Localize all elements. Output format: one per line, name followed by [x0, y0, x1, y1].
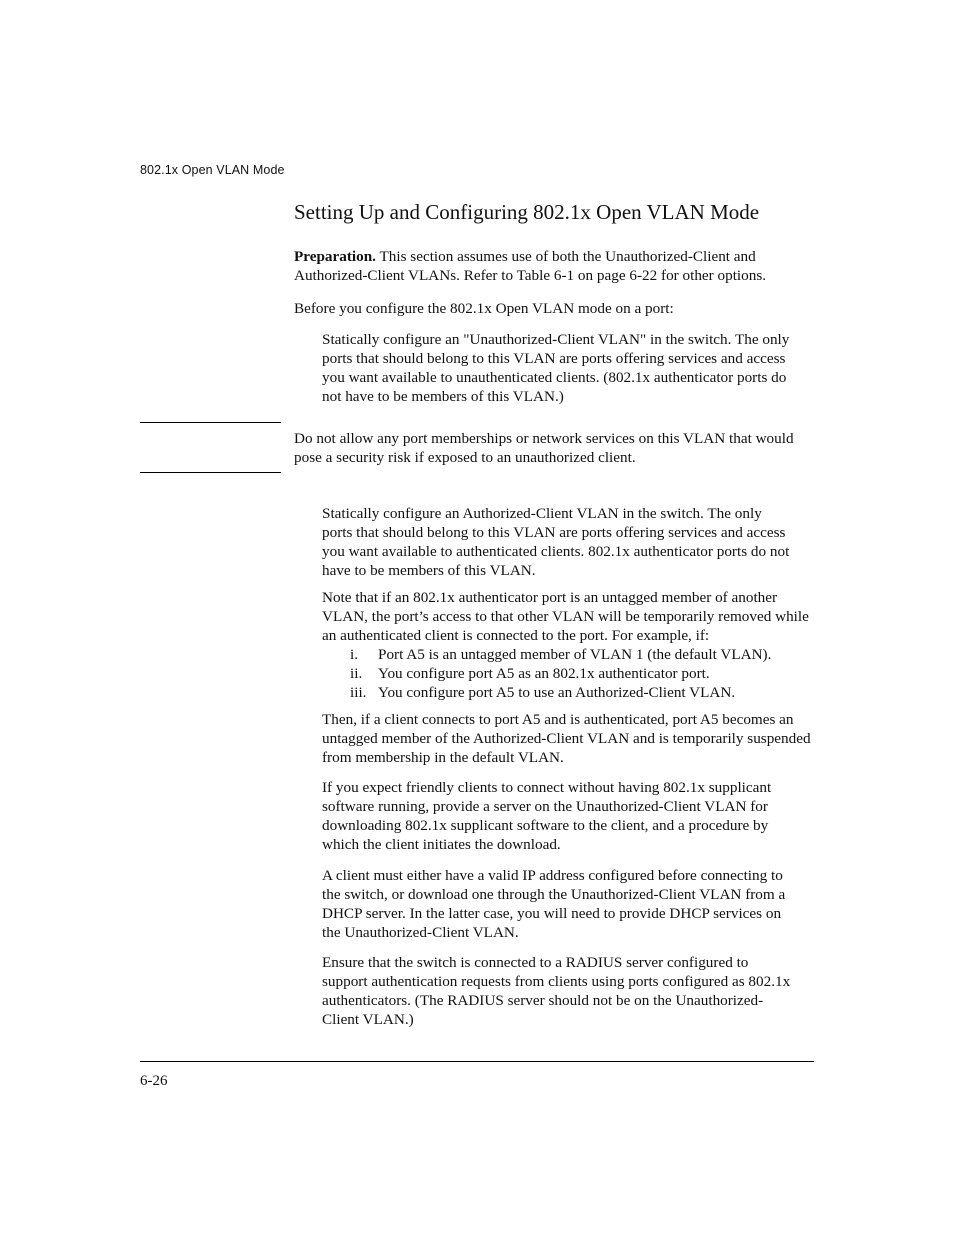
list-item [322, 664, 817, 683]
then-paragraph: Then, if a client connects to port A5 and is authenticated, port A5 becomes an untagged member of the Authorized-Client VLAN and is temporarily suspended from membership in the default VLAN. [322, 711, 811, 766]
section-title: Setting Up and Configuring 802.1x Open VLAN Mode [294, 200, 760, 224]
list-item [322, 683, 817, 702]
page-number: 6-26 [140, 1073, 168, 1089]
list-item-number: i. [350, 646, 359, 663]
list-item-number: iii. [350, 684, 367, 701]
note-top-rule [140, 422, 281, 423]
ip-address-paragraph: A client must either have a valid IP address configured before connecting to the switch, or download one through the Unauthorized-Client VLAN from a DHCP server. In the latter case, you will need to provide DHCP services on the Unauthorized-Client VLAN. [322, 867, 786, 941]
list-item [322, 645, 817, 664]
step-unauthorized-vlan: Statically configure an "Unauthorized-Client VLAN" in the switch. The only ports that should belong to this VLAN are ports offering services and access you want available to unauthenticated clients. (802.1x authenticator ports do not have to be members of this VLAN.) [322, 331, 790, 405]
preparation-paragraph [294, 247, 824, 285]
note-bottom-rule [140, 472, 281, 473]
note-paragraph: Do not allow any port memberships or network services on this VLAN that would pose a security risk if exposed to an unauthorized client. [294, 430, 794, 466]
friendly-clients-paragraph: If you expect friendly clients to connect without having 802.1x supplicant software running, provide a server on the Unauthorized-Client VLAN for downloading 802.1x supplicant software to the client, and a procedure by which the client initiates the download. [322, 779, 772, 853]
footer-rule [140, 1061, 814, 1062]
intro-paragraph: Before you configure the 802.1x Open VLAN mode on a port: [294, 300, 674, 317]
preparation-label: Preparation. [294, 248, 376, 265]
list-item-text: You configure port A5 to use an Authorized-Client VLAN. [378, 684, 736, 701]
untagged-note-paragraph: Note that if an 802.1x authenticator port is an untagged member of another VLAN, the port’s access to that other VLAN will be temporarily removed while an authenticated client is connected to the port. For example, if: [322, 589, 809, 644]
step-authorized-vlan: Statically configure an Authorized-Client VLAN in the switch. The only ports that should belong to this VLAN are ports offering services and access you want available to authenticated clients. 802.1x authenticator ports do not have to be members of this VLAN. [322, 505, 790, 579]
list-item-text: Port A5 is an untagged member of VLAN 1 (the default VLAN). [378, 646, 772, 663]
radius-paragraph: Ensure that the switch is connected to a RADIUS server configured to support authentication requests from clients using ports configured as 802.1x authenticators. (The RADIUS server should not be on the Unauthorized-Client VLAN.) [322, 954, 791, 1028]
preparation-text: This section assumes use of both the Unauthorized-Client and Authorized-Client VLANs. Refer to Table 6-1 on page 6-22 for other options. [294, 248, 767, 284]
example-list [322, 645, 817, 702]
list-item-text: You configure port A5 as an 802.1x authenticator port. [378, 665, 710, 682]
running-head: 802.1x Open VLAN Mode [140, 163, 285, 177]
list-item-number: ii. [350, 665, 363, 682]
